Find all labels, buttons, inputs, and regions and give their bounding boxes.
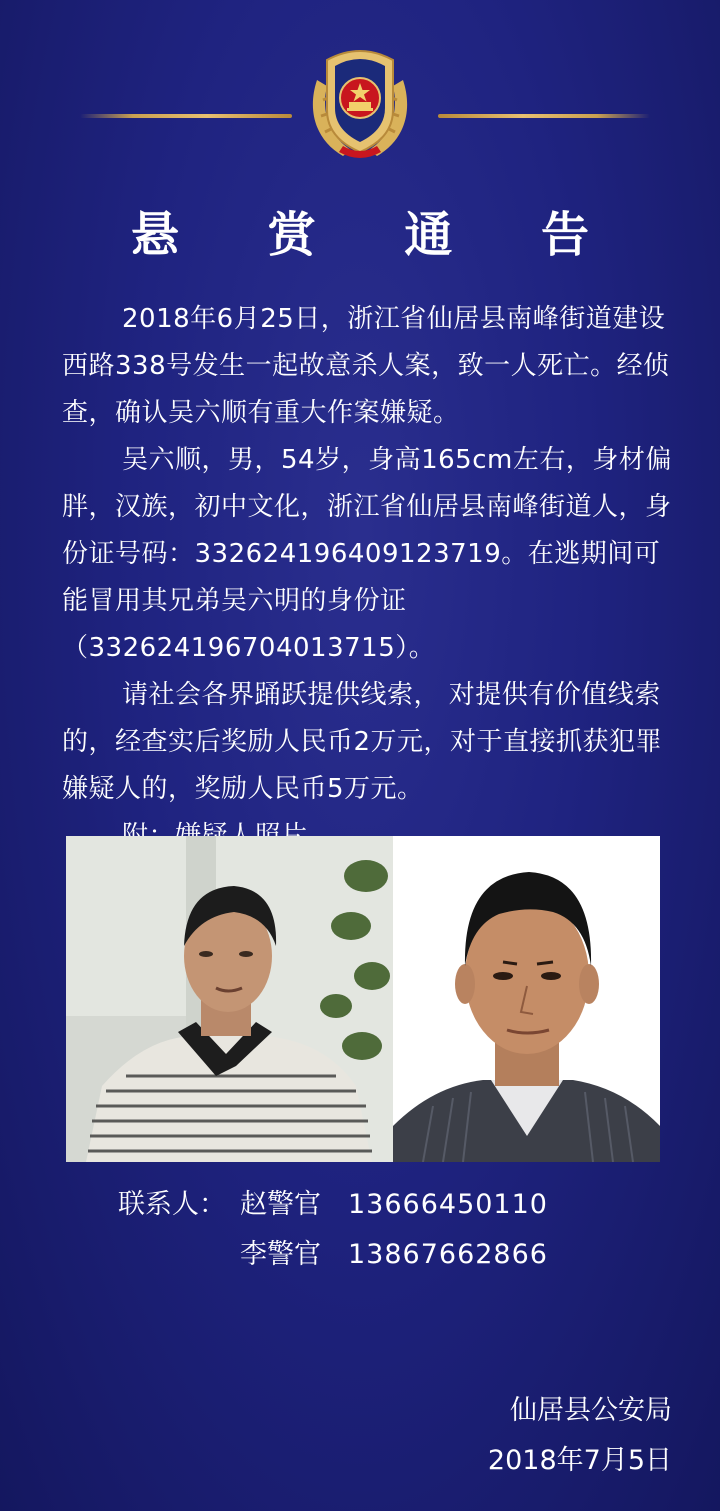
suspect-photos (66, 836, 660, 1162)
case-paragraph: 2018年6月25日，浙江省仙居县南峰街道建设西路338号发生一起故意杀人案，致一人死亡。经侦查，确认吴六顺有重大作案嫌疑。 (62, 304, 670, 428)
contact-row (118, 1180, 548, 1230)
contacts-block (118, 1180, 548, 1280)
contact-phone[interactable]: 13867662866 (348, 1239, 548, 1270)
suspect-paragraph: 吴六顺，男，54岁，身高165cm左右，身材偏胖，汉族，初中文化，浙江省仙居县南峰街道人，身份证号码：332624196409123719。在逃期间可能冒用其兄弟吴六明的身份证（332624196704013715）。 (62, 445, 672, 663)
issuer-name: 仙居县公安局 (510, 1395, 672, 1426)
suspect-photo-casual (66, 836, 393, 1162)
issuer-block (488, 1386, 672, 1486)
contact-name: 赵警官 (240, 1189, 321, 1220)
gold-divider-left (80, 114, 292, 118)
reward-paragraph: 请社会各界踊跃提供线索， 对提供有价值线索的，经查实后奖励人民币2万元，对于直接抓获犯罪嫌疑人的，奖励人民币5万元。 (62, 680, 663, 804)
notice-body (62, 296, 682, 860)
contact-label: 联系人： (118, 1189, 226, 1220)
emblem-area (0, 0, 720, 130)
contact-name: 李警官 (240, 1239, 321, 1270)
police-emblem-icon (303, 40, 417, 164)
suspect-photo-id (393, 836, 660, 1162)
contact-row (118, 1230, 548, 1280)
notice-title: 悬 赏 通 告 (130, 207, 626, 263)
issue-date: 2018年7月5日 (487, 1445, 672, 1476)
gold-divider-right (438, 114, 650, 118)
contact-phone[interactable]: 13666450110 (348, 1189, 548, 1220)
